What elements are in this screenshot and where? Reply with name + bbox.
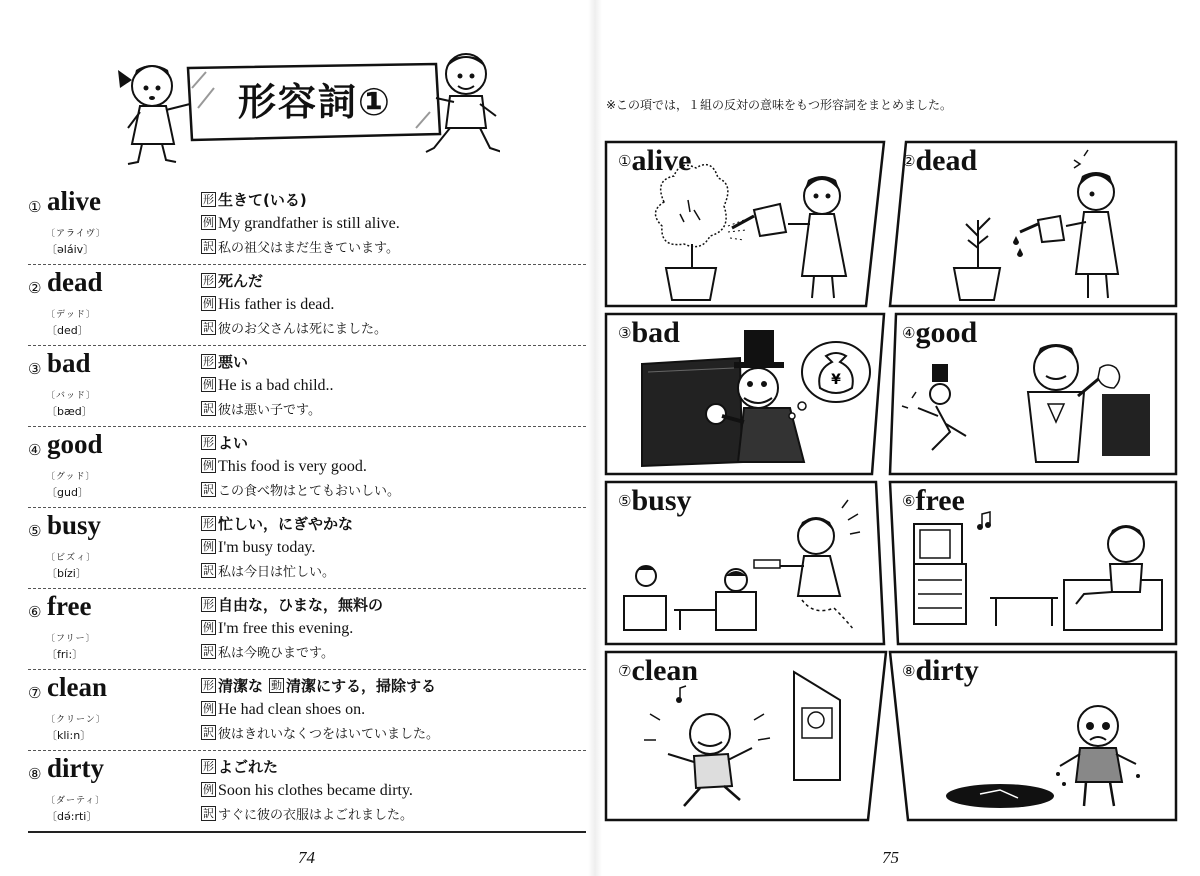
entry-translation-line <box>201 237 399 256</box>
panel-word: dirty <box>915 654 979 687</box>
entry-example-line <box>201 701 365 719</box>
translation-tag: 訳 <box>203 645 214 658</box>
entry-word: bad <box>47 348 91 378</box>
entry-pronunciation: 〔dǝ́:rti〕 <box>46 810 98 823</box>
entry-number: ④ <box>28 441 42 459</box>
entry-meaning: 清潔な <box>218 677 264 695</box>
entry-example: My grandfather is still alive. <box>218 215 400 232</box>
entry-example: I'm busy today. <box>218 539 316 556</box>
vocab-entry-clean <box>28 670 586 751</box>
entry-meaning-line <box>201 270 263 291</box>
entry-meaning-line <box>201 594 383 615</box>
entry-example: He had clean shoes on. <box>218 701 366 718</box>
entry-meaning: よごれた <box>218 758 279 776</box>
entry-meaning-line <box>201 675 436 696</box>
translation-tag: 訳 <box>203 402 214 415</box>
entry-example: His father is dead. <box>218 296 335 313</box>
yen-symbol: ¥ <box>831 372 841 388</box>
panel-label <box>902 654 979 688</box>
entry-katakana: 〔クリーン〕 <box>46 715 106 725</box>
vocab-entry-free <box>28 589 586 670</box>
entry-meaning-line <box>201 513 353 534</box>
entry-word: dead <box>47 267 103 297</box>
entry-translation: 私は今日は忙しい。 <box>218 565 336 580</box>
page-number-left: 74 <box>298 848 315 867</box>
entry-meaning: 自由な，ひまな，無料の <box>218 596 384 614</box>
entry-example-line <box>201 539 315 557</box>
entry-example-line <box>201 215 400 233</box>
left-page <box>0 0 596 876</box>
example-tag: 例 <box>203 297 214 310</box>
entry-example-line <box>201 377 334 395</box>
panel-good <box>888 312 1180 476</box>
title-banner <box>110 48 500 168</box>
translation-tag: 訳 <box>203 240 214 253</box>
entry-meaning-verb: 清潔にする，掃除する <box>286 677 437 695</box>
entry-example: I'm free this evening. <box>218 620 354 637</box>
translation-tag: 訳 <box>203 564 214 577</box>
vocab-entry-good <box>28 427 586 508</box>
panel-number: ⑧ <box>902 662 916 680</box>
entry-word: alive <box>47 186 101 216</box>
panel-word: alive <box>631 144 692 177</box>
entry-example: Soon his clothes became dirty. <box>218 782 413 799</box>
entry-translation: 私の祖父はまだ生きています。 <box>218 241 399 256</box>
panel-busy <box>604 480 886 646</box>
panel-number: ④ <box>902 324 916 342</box>
entry-translation-line <box>201 561 335 580</box>
page-number-right: 75 <box>882 848 899 867</box>
example-tag: 例 <box>203 459 214 472</box>
example-tag: 例 <box>203 702 214 715</box>
section-note: ※この項では，１組の反対の意味をもつ形容詞をまとめました。 <box>606 98 953 112</box>
panel-word: bad <box>631 316 680 349</box>
panel-bad <box>604 312 886 476</box>
example-tag: 例 <box>203 378 214 391</box>
translation-tag: 訳 <box>203 726 214 739</box>
entry-translation-line <box>201 723 439 742</box>
entry-katakana: 〔フリー〕 <box>46 634 96 644</box>
entry-pronunciation: 〔bæd〕 <box>46 405 93 418</box>
entry-word: good <box>47 429 103 459</box>
entry-katakana: 〔デッド〕 <box>46 310 96 320</box>
entry-example-line <box>201 458 367 476</box>
vocab-entry-dead <box>28 265 586 346</box>
translation-tag: 訳 <box>203 807 214 820</box>
entry-pronunciation: 〔əláiv〕 <box>46 243 95 256</box>
entry-number: ③ <box>28 360 42 378</box>
entry-katakana: 〔バッド〕 <box>46 391 97 401</box>
entry-meaning: 忙しい，にぎやかな <box>218 515 354 533</box>
entry-pronunciation: 〔bízi〕 <box>46 567 87 580</box>
panel-dead <box>888 140 1180 308</box>
page-title: 形容詞① <box>237 80 393 124</box>
example-tag: 例 <box>203 540 214 553</box>
entry-word: busy <box>47 510 102 540</box>
panel-label <box>902 316 977 350</box>
example-tag: 例 <box>203 621 214 634</box>
panel-free <box>888 480 1180 646</box>
entry-pronunciation: 〔kli:n〕 <box>46 729 92 742</box>
panel-label <box>902 144 977 178</box>
panel-label <box>618 316 680 350</box>
entry-katakana: 〔ビズィ〕 <box>46 553 97 563</box>
entry-meaning: よい <box>218 434 249 452</box>
entry-translation: 私は今晩ひまです。 <box>218 646 334 661</box>
vocabulary-list <box>28 184 586 833</box>
entry-meaning-line <box>201 189 307 210</box>
entry-number: ⑤ <box>28 522 42 540</box>
vocab-entry-busy <box>28 508 586 589</box>
panel-word: dead <box>915 144 978 177</box>
entry-number: ② <box>28 279 42 297</box>
entry-pronunciation: 〔fri:〕 <box>46 648 84 661</box>
pos-tag: 形 <box>203 355 214 368</box>
entry-example: He is a bad child.. <box>218 377 334 394</box>
panel-label <box>902 484 965 518</box>
vocab-entry-alive <box>28 184 586 265</box>
verb-tag: 動 <box>271 679 283 692</box>
entry-meaning-line <box>201 351 248 372</box>
entry-katakana: 〔アライヴ〕 <box>46 229 106 239</box>
panel-clean <box>604 650 886 822</box>
entry-example-line <box>201 296 334 314</box>
pos-tag: 形 <box>203 598 214 611</box>
panel-number: ⑤ <box>618 492 632 510</box>
example-tag: 例 <box>203 783 214 796</box>
entry-number: ⑦ <box>28 684 42 702</box>
panel-word: free <box>915 484 965 517</box>
entry-meaning-line <box>201 756 278 777</box>
panel-word: good <box>915 316 978 349</box>
entry-translation-line <box>201 642 334 661</box>
entry-translation: この食べ物はとてもおいしい。 <box>218 484 401 499</box>
panel-label <box>618 654 698 688</box>
entry-translation-line <box>201 399 321 418</box>
panel-number: ① <box>618 152 632 170</box>
vocab-entry-bad <box>28 346 586 427</box>
panel-word: busy <box>631 484 692 517</box>
translation-tag: 訳 <box>203 483 214 496</box>
vocab-entry-dirty <box>28 751 586 833</box>
entry-meaning-line <box>201 432 248 453</box>
entry-pronunciation: 〔ded〕 <box>46 324 89 337</box>
panel-number: ③ <box>618 324 632 342</box>
entry-translation: 彼のお父さんは死にました。 <box>218 322 388 337</box>
panel-dirty <box>888 650 1180 822</box>
entry-translation-line <box>201 318 387 337</box>
panel-label <box>618 484 692 518</box>
entry-katakana: 〔ダーティ〕 <box>46 796 106 806</box>
entry-number: ① <box>28 198 42 216</box>
panel-label <box>618 144 691 178</box>
entry-translation-line <box>201 480 400 499</box>
pos-tag: 形 <box>203 193 214 206</box>
entry-translation: すぐに彼の衣服はよごれました。 <box>218 808 414 823</box>
entry-meaning: 悪い <box>218 353 249 371</box>
entry-example: This food is very good. <box>218 458 367 475</box>
pos-tag: 形 <box>203 517 214 530</box>
pos-tag: 形 <box>203 274 214 287</box>
entry-meaning: 生きて(いる) <box>218 191 307 209</box>
entry-number: ⑧ <box>28 765 42 783</box>
entry-example-line <box>201 782 413 800</box>
entry-number: ⑥ <box>28 603 42 621</box>
entry-word: clean <box>47 672 107 702</box>
pos-tag: 形 <box>203 760 214 773</box>
panel-number: ⑦ <box>618 662 632 680</box>
entry-translation: 彼はきれいなくつをはいていました。 <box>218 727 440 742</box>
entry-word: dirty <box>47 753 104 783</box>
panel-number: ⑥ <box>902 492 916 510</box>
entry-word: free <box>47 591 92 621</box>
entry-translation: 彼は悪い子です。 <box>218 403 321 418</box>
pos-tag: 形 <box>203 436 214 449</box>
right-page <box>596 0 1200 876</box>
entry-pronunciation: 〔gud〕 <box>46 486 89 499</box>
entry-meaning: 死んだ <box>218 272 264 290</box>
example-tag: 例 <box>203 216 214 229</box>
panel-alive <box>604 140 886 308</box>
panel-number: ② <box>902 152 916 170</box>
panel-word: clean <box>631 654 699 687</box>
pos-tag: 形 <box>203 679 214 692</box>
translation-tag: 訳 <box>203 321 214 334</box>
entry-example-line <box>201 620 353 638</box>
entry-katakana: 〔グッド〕 <box>46 472 96 482</box>
entry-translation-line <box>201 804 413 823</box>
